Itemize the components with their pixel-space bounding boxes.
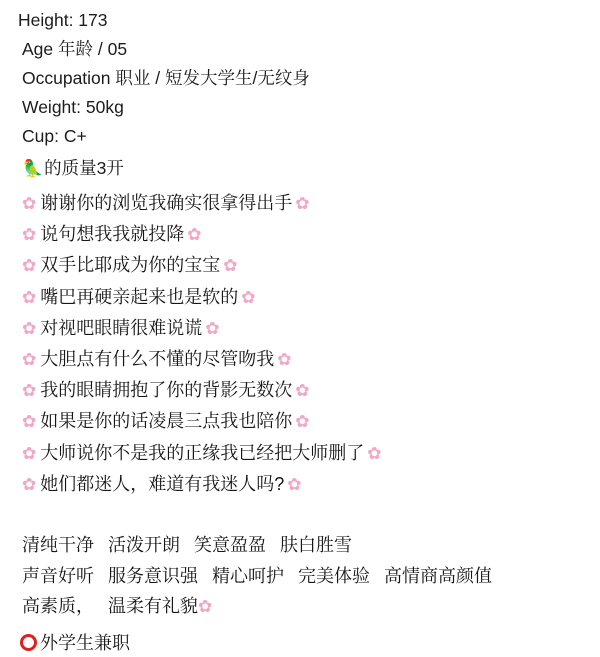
flower-icon: ✿: [22, 256, 37, 276]
slogan-text: 她们都迷人，难道有我迷人吗?: [40, 473, 285, 494]
flower-icon: ✿: [205, 318, 220, 338]
list-item: [22, 313, 600, 344]
profile-line-height: Height: 173: [18, 10, 108, 30]
flower-icon: ✿: [22, 381, 37, 401]
flower-icon: ✿: [22, 474, 37, 494]
tag-label: 服务意识强: [108, 565, 198, 586]
flower-icon: ✿: [287, 474, 302, 494]
slogan-text: 对视吧眼睛很难说谎: [40, 317, 203, 338]
list-item: [22, 438, 600, 469]
tag-row: [22, 530, 600, 561]
list-item: [22, 250, 600, 281]
list-item: [22, 219, 600, 250]
profile-line-age: Age 年龄 / 05: [22, 39, 128, 59]
quality-text: 的质量3开: [44, 158, 124, 178]
profile-line-occupation: Occupation 职业 / 短发大学生/无纹身: [22, 68, 310, 88]
tag-label: 高情商高颜值: [384, 565, 492, 586]
list-item: [22, 375, 600, 406]
tag-label: 肤白胜雪: [280, 535, 352, 556]
flower-icon: ✿: [277, 350, 292, 370]
slogan-text: 嘴巴再硬亲起来也是软的: [40, 286, 239, 307]
tag-row: [22, 561, 600, 592]
tags-block: [0, 530, 600, 623]
flower-icon: ✿: [295, 412, 310, 432]
flower-icon: ✿: [22, 225, 37, 245]
slogan-text: 说句想我我就投降: [40, 224, 185, 245]
red-circle-icon: [20, 634, 37, 651]
list-item: [22, 406, 600, 437]
list-item: [22, 188, 600, 219]
slogan-text: 大胆点有什么不懂的尽管吻我: [40, 349, 275, 370]
flower-icon: ✿: [22, 350, 37, 370]
tag-label: 笑意盈盈: [194, 535, 266, 556]
tag-label: 清纯干净: [22, 535, 94, 556]
flower-icon: ✿: [22, 443, 37, 463]
tag-label: 高素质，: [22, 596, 94, 617]
flower-icon: ✿: [22, 318, 37, 338]
footer-text: 外学生兼职: [40, 632, 130, 653]
section-divider: [0, 500, 600, 526]
slogan-text: 大师说你不是我的正缘我已经把大师删了: [40, 442, 365, 463]
slogan-text: 如果是你的话凌晨三点我也陪你: [40, 411, 293, 432]
list-item: [22, 282, 600, 313]
flower-icon: ✿: [187, 225, 202, 245]
list-item: [22, 344, 600, 375]
flower-icon: ✿: [22, 194, 37, 213]
slogan-list: [0, 188, 600, 500]
tag-label: 活泼开朗: [108, 535, 180, 556]
tag-label: 精心呵护: [212, 565, 284, 586]
list-item: [22, 469, 600, 500]
flower-icon: ✿: [22, 287, 37, 307]
footer-row: [0, 629, 600, 657]
flower-icon: ✿: [241, 287, 256, 307]
profile-info-block: [0, 0, 600, 151]
flower-icon: ✿: [198, 597, 213, 617]
flower-icon: ✿: [223, 256, 238, 276]
parrot-icon: 🦜: [22, 159, 44, 178]
flower-icon: ✿: [22, 412, 37, 432]
flower-icon: ✿: [295, 194, 310, 213]
profile-line-cup: Cup: C+: [22, 126, 87, 146]
tag-label: 完美体验: [298, 565, 370, 586]
tag-row: [22, 591, 600, 623]
tag-label: 温柔有礼貌: [108, 596, 198, 617]
slogan-text: 双手比耶成为你的宝宝: [40, 255, 221, 276]
flower-icon: ✿: [295, 381, 310, 401]
slogan-text: 我的眼睛拥抱了你的背影无数次: [40, 380, 293, 401]
quality-line: [0, 153, 600, 184]
slogan-text: 谢谢你的浏览我确实很拿得出手: [40, 193, 293, 213]
tag-label: 声音好听: [22, 565, 94, 586]
flower-icon: ✿: [367, 443, 382, 463]
profile-line-weight: Weight: 50kg: [22, 97, 124, 117]
